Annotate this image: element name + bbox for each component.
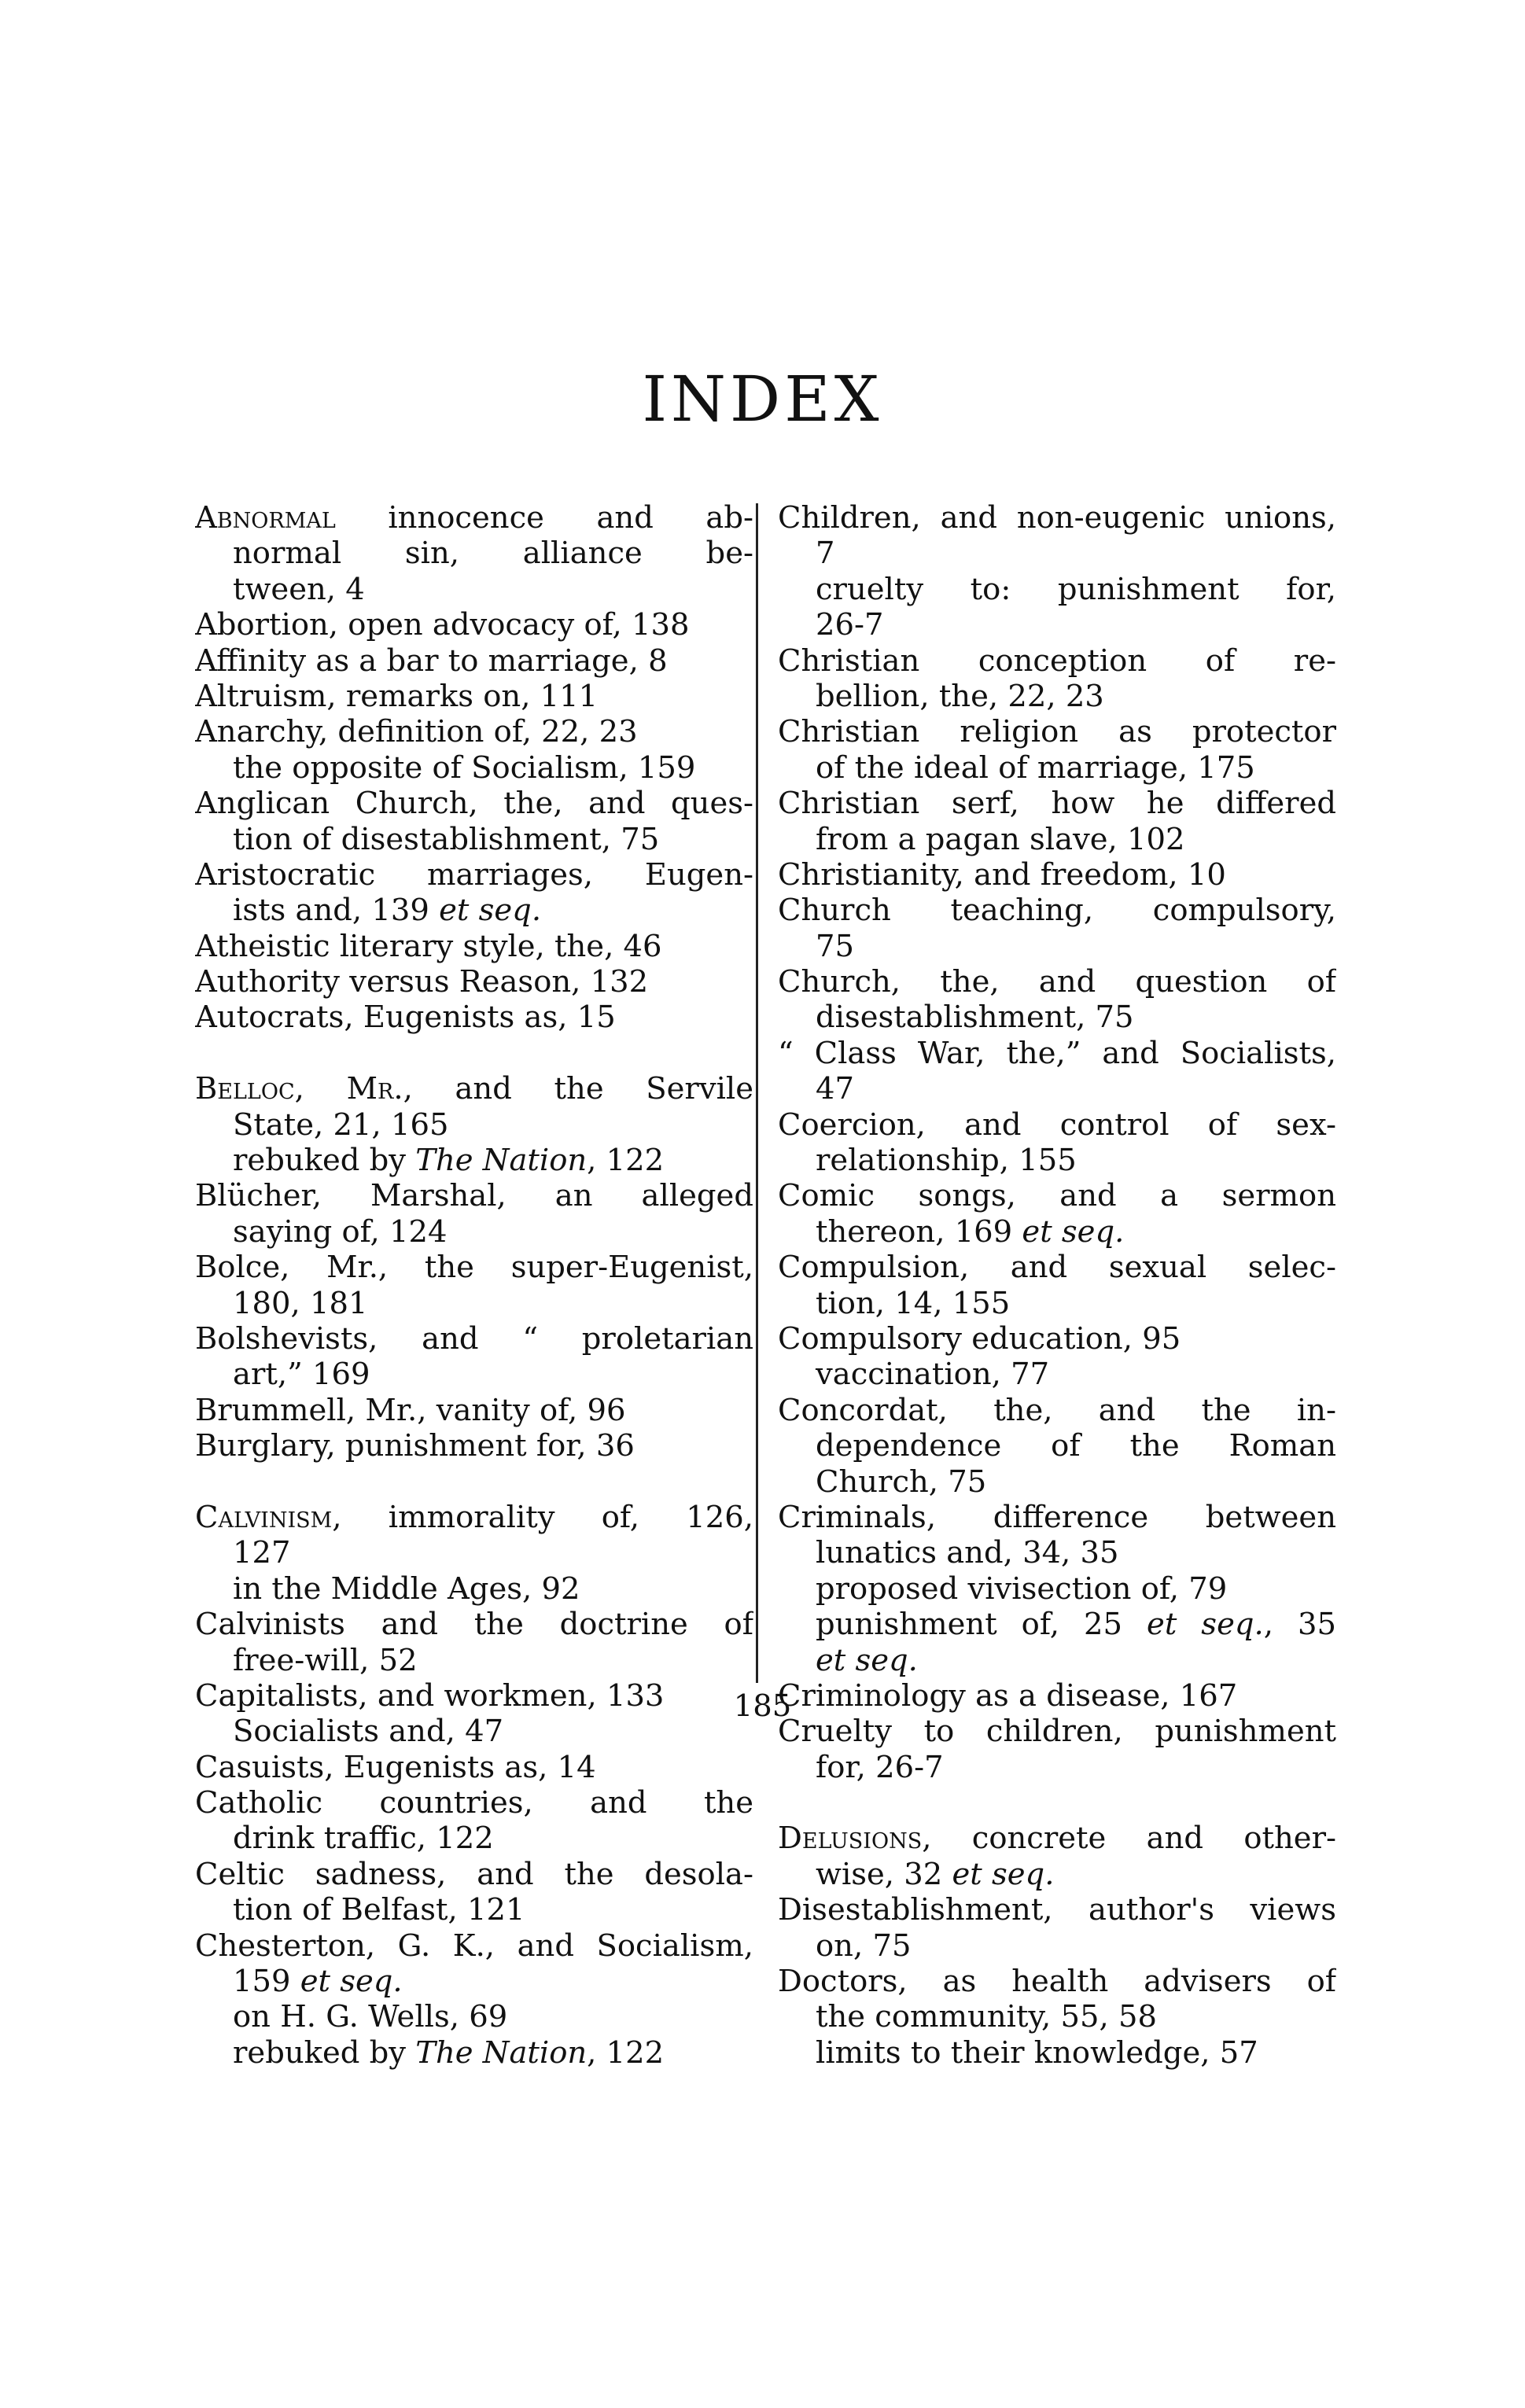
entry-line [195, 1892, 753, 1928]
entry-text: saying of, 124 [233, 1213, 448, 1250]
entry-line [195, 572, 753, 607]
entry-text: innocence and ab- [335, 500, 753, 536]
entry-line [195, 1643, 753, 1678]
entry-text: wise, 32 [816, 1856, 952, 1892]
index-entry [195, 1857, 753, 1928]
index-entry [778, 857, 1336, 893]
entry-text: 127 [233, 1535, 291, 1571]
italic-text: The Nation [415, 2034, 588, 2071]
entry-text: bellion, the, 22, 23 [816, 678, 1104, 714]
entry-text: Chesterton, G. K., and Socialism, [195, 1928, 753, 1964]
index-entry [195, 500, 753, 607]
entry-text: Bolce, Mr., the super-Eugenist, [195, 1250, 753, 1286]
entry-line [778, 1428, 1336, 1464]
entry-text: Aristocratic marriages, Eugen- [195, 856, 753, 893]
entry-line [195, 1000, 753, 1035]
index-entry [778, 786, 1336, 857]
entry-line [195, 1321, 753, 1357]
index-entry [195, 786, 753, 857]
entry-text: rebuked by [233, 1143, 416, 1179]
entry-line [195, 1178, 753, 1213]
entry-line [778, 1000, 1336, 1035]
entry-line [195, 1821, 753, 1856]
entry-text: Coercion, and control of sex- [778, 1106, 1336, 1143]
entry-text: disestablishment, 75 [816, 1000, 1134, 1036]
entry-line [778, 1892, 1336, 1928]
entry-line [778, 1393, 1336, 1428]
entry-line [778, 1071, 1336, 1106]
index-subentry [778, 572, 1336, 643]
entry-text: Cruelty to children, punishment [778, 1714, 1336, 1750]
index-subentry [778, 1357, 1336, 1392]
entry-line [778, 1964, 1336, 1999]
entry-text: Capitalists, and workmen, 133 [195, 1677, 665, 1714]
letter-group-gap [195, 1464, 753, 1500]
entry-line [195, 1214, 753, 1250]
entry-text: Criminals, difference between [778, 1499, 1336, 1535]
index-entry [778, 1964, 1336, 2035]
entry-line [778, 786, 1336, 821]
entry-line [195, 1107, 753, 1143]
entry-line [778, 750, 1336, 786]
index-entry [195, 1750, 753, 1785]
entry-text: normal sin, alliance be- [233, 536, 753, 572]
small-caps-heading: Delusions [778, 1821, 923, 1857]
index-entry [778, 1892, 1336, 1964]
entry-text: free-will, 52 [233, 1642, 418, 1678]
entry-text: Burglary, punishment for, 36 [195, 1428, 635, 1464]
index-column-right [778, 500, 1336, 2071]
index-entry [778, 1250, 1336, 1321]
index-entry [778, 1321, 1336, 1357]
entry-line [195, 500, 753, 536]
entry-line [195, 929, 753, 964]
index-entry [195, 1071, 753, 1143]
index-entry [195, 1607, 753, 1678]
entry-line [195, 1928, 753, 1964]
entry-line [778, 1571, 1336, 1607]
index-subentry [778, 1571, 1336, 1607]
entry-text: Bolshevists, and “ proletarian [195, 1320, 753, 1357]
entry-text: tween, 4 [233, 571, 365, 607]
italic-text: The Nation [415, 1143, 588, 1179]
entry-text: punishment of, 25 [816, 1607, 1147, 1643]
entry-text: tion, 14, 155 [816, 1285, 1011, 1321]
index-entry [195, 1785, 753, 1857]
entry-line [195, 1500, 753, 1535]
entry-line [195, 1357, 753, 1392]
index-entry [195, 1500, 753, 1571]
letter-group-gap [778, 1785, 1336, 1821]
entry-text: Altruism, remarks on, 111 [195, 678, 599, 714]
entry-line [195, 1535, 753, 1570]
entry-text: rebuked by [233, 2034, 416, 2071]
entry-line [778, 1643, 1336, 1678]
index-entry [195, 964, 753, 1000]
index-entry [195, 643, 753, 679]
entry-text: Catholic countries, and the [195, 1785, 753, 1821]
entry-text: Compulsion, and sexual selec- [778, 1250, 1336, 1286]
entry-line [195, 1571, 753, 1607]
entry-line [195, 822, 753, 857]
index-entry [195, 857, 753, 929]
entry-line [778, 1750, 1336, 1785]
entry-line [778, 929, 1336, 964]
entry-line [778, 822, 1336, 857]
page-title: INDEX [642, 363, 883, 436]
index-entry [195, 1000, 753, 1035]
entry-line [778, 2035, 1336, 2071]
small-caps-heading: Calvinism [195, 1499, 333, 1535]
entry-line [778, 536, 1336, 571]
entry-line [778, 572, 1336, 607]
index-entry [778, 893, 1336, 964]
entry-line [195, 1393, 753, 1428]
entry-text: for, 26-7 [816, 1749, 944, 1785]
entry-line [195, 1857, 753, 1892]
entry-text: , 122 [587, 1143, 665, 1179]
index-entry [195, 1321, 753, 1393]
entry-text: Anglican Church, the, and ques- [195, 786, 753, 822]
entry-line [195, 1286, 753, 1321]
index-entry [778, 1178, 1336, 1250]
entry-line [778, 1214, 1336, 1250]
index-entry [195, 1928, 753, 2000]
entry-text: Socialists and, 47 [233, 1714, 504, 1750]
entry-line [778, 714, 1336, 749]
entry-text: 26-7 [816, 607, 884, 643]
index-entry [195, 607, 753, 643]
entry-line [778, 1107, 1336, 1143]
entry-text: from a pagan slave, 102 [816, 821, 1185, 857]
entry-line [778, 1535, 1336, 1570]
italic-text: et seq. [952, 1856, 1055, 1892]
entry-text: Celtic sadness, and the desola- [195, 1856, 753, 1892]
entry-text: Concordat, the, and the in- [778, 1392, 1336, 1428]
entry-text: , immorality of, 126, [332, 1499, 753, 1535]
index-entry [778, 1107, 1336, 1179]
index-column-left [195, 500, 753, 2071]
index-entry [195, 1393, 753, 1428]
entry-text: Church teaching, compulsory, [778, 893, 1336, 929]
entry-text: on, 75 [816, 1928, 912, 1964]
entry-line [195, 1999, 753, 2034]
entry-text: 47 [816, 1071, 854, 1107]
italic-text: et seq. [1147, 1607, 1264, 1643]
entry-line [778, 679, 1336, 714]
entry-text: Autocrats, Eugenists as, 15 [195, 1000, 616, 1036]
entry-line [778, 1178, 1336, 1213]
entry-line [195, 2035, 753, 2071]
entry-text: Church, 75 [816, 1464, 987, 1500]
entry-line [195, 964, 753, 1000]
entry-line [195, 1143, 753, 1178]
page-number: 185 [733, 1688, 792, 1724]
entry-line [195, 607, 753, 643]
small-caps-heading: Abnormal [195, 500, 336, 536]
index-entry [195, 1178, 753, 1250]
entry-text: Casuists, Eugenists as, 14 [195, 1749, 596, 1785]
entry-text: , 122 [587, 2034, 665, 2071]
index-entry [778, 964, 1336, 1036]
entry-line [778, 607, 1336, 643]
entry-text: Christian serf, how he differed [778, 786, 1336, 822]
entry-text: ists and, 139 [233, 893, 440, 929]
entry-text: Compulsory education, 95 [778, 1320, 1181, 1357]
index-entry [778, 1500, 1336, 1571]
index-entry [778, 500, 1336, 572]
entry-text: the community, 55, 58 [816, 1999, 1157, 2035]
entry-line [778, 1250, 1336, 1285]
entry-text: relationship, 155 [816, 1143, 1077, 1179]
entry-text: art,” 169 [233, 1357, 370, 1393]
index-entry [195, 1428, 753, 1464]
index-entry [195, 714, 753, 749]
entry-text: tion of Belfast, 121 [233, 1892, 525, 1928]
entry-line [778, 1857, 1336, 1892]
entry-text: Affinity as a bar to marriage, 8 [195, 643, 668, 679]
letter-group-gap [195, 1036, 753, 1071]
index-subentry [778, 2035, 1336, 2071]
entry-line [195, 643, 753, 679]
entry-text: thereon, 169 [816, 1213, 1022, 1250]
entry-line [195, 1750, 753, 1785]
entry-text: drink traffic, 122 [233, 1821, 494, 1857]
index-entry [195, 929, 753, 964]
entry-text: Christianity, and freedom, 10 [778, 856, 1226, 893]
entry-text: on H. G. Wells, 69 [233, 1999, 508, 2035]
entry-line [195, 786, 753, 821]
entry-text: Children, and non-eugenic unions, [778, 500, 1336, 536]
entry-text: Christian religion as protector [778, 714, 1336, 750]
entry-text: of the ideal of marriage, 175 [816, 749, 1255, 786]
index-entry [195, 1250, 753, 1321]
entry-line [195, 536, 753, 571]
entry-line [778, 1321, 1336, 1357]
entry-line [778, 1357, 1336, 1392]
entry-text: Church, the, and question of [778, 964, 1336, 1000]
entry-text: 159 [233, 1964, 300, 2000]
index-subentry [195, 1143, 753, 1178]
entry-line [195, 750, 753, 786]
entry-text: , concrete and other- [922, 1821, 1336, 1857]
index-entry [778, 1714, 1336, 1785]
entry-line [195, 1428, 753, 1464]
entry-text: cruelty to: punishment for, [816, 571, 1336, 607]
entry-text: Doctors, as health advisers of [778, 1964, 1336, 2000]
entry-line [195, 714, 753, 749]
entry-text: Blücher, Marshal, an alleged [195, 1178, 753, 1214]
entry-line [195, 679, 753, 714]
entry-text: limits to their knowledge, 57 [816, 2034, 1258, 2071]
index-subentry [778, 1607, 1336, 1678]
entry-line [778, 1464, 1336, 1500]
entry-text: the opposite of Socialism, 159 [233, 749, 696, 786]
entry-text: proposed vivisection of, 79 [816, 1570, 1228, 1607]
italic-text: et seq. [1022, 1213, 1125, 1250]
index-entry [195, 679, 753, 714]
entry-text: dependence of the Roman [816, 1428, 1336, 1464]
entry-line [778, 1999, 1336, 2034]
entry-line [778, 1821, 1336, 1856]
index-entry [778, 714, 1336, 786]
entry-line [195, 1785, 753, 1821]
index-subentry [195, 750, 753, 786]
index-entry [778, 1036, 1336, 1107]
entry-line [195, 1964, 753, 1999]
entry-text: 180, 181 [233, 1285, 368, 1321]
entry-line [778, 893, 1336, 928]
entry-line [778, 1607, 1336, 1642]
entry-line [778, 857, 1336, 893]
entry-text: Comic songs, and a sermon [778, 1178, 1336, 1214]
entry-line [195, 1607, 753, 1642]
entry-text: Criminology as a disease, 167 [778, 1677, 1238, 1714]
entry-line [778, 964, 1336, 1000]
entry-text: Abortion, open advocacy of, 138 [195, 607, 690, 643]
entry-text: Disestablishment, author's views [778, 1892, 1336, 1928]
entry-line [778, 1500, 1336, 1535]
index-entry [778, 643, 1336, 715]
entry-text: Anarchy, definition of, 22, 23 [195, 714, 638, 750]
entry-line [195, 1071, 753, 1106]
italic-text: et seq. [816, 1642, 918, 1678]
entry-line [778, 643, 1336, 679]
entry-line [778, 500, 1336, 536]
entry-text: in the Middle Ages, 92 [233, 1570, 580, 1607]
entry-text: Christian conception of re- [778, 643, 1336, 679]
entry-text: Atheistic literary style, the, 46 [195, 928, 662, 964]
entry-text: tion of disestablishment, 75 [233, 821, 660, 857]
entry-line [778, 1143, 1336, 1178]
entry-line [778, 1286, 1336, 1321]
entry-text: Calvinists and the doctrine of [195, 1607, 753, 1643]
index-entry [778, 1821, 1336, 1892]
entry-line [778, 1928, 1336, 1964]
entry-text: , and the Servile [403, 1071, 753, 1107]
entry-text: Authority versus Reason, 132 [195, 964, 649, 1000]
small-caps-heading: Belloc, Mr. [195, 1071, 403, 1107]
entry-text: Brummell, Mr., vanity of, 96 [195, 1392, 626, 1428]
entry-text: 75 [816, 928, 854, 964]
entry-line [195, 893, 753, 928]
entry-text: 7 [816, 536, 835, 572]
entry-text: vaccination, 77 [816, 1357, 1050, 1393]
entry-line [195, 1250, 753, 1285]
index-subentry [195, 1999, 753, 2034]
italic-text: et seq. [439, 893, 542, 929]
index-subentry [195, 1571, 753, 1607]
index-subentry [195, 2035, 753, 2071]
entry-text: , 35 [1263, 1607, 1336, 1643]
entry-line [195, 857, 753, 893]
column-divider [756, 503, 758, 1683]
index-entry [778, 1393, 1336, 1500]
entry-text: State, 21, 165 [233, 1106, 449, 1143]
entry-text: lunatics and, 34, 35 [816, 1535, 1119, 1571]
entry-text: “ Class War, the,” and Socialists, [778, 1035, 1336, 1071]
italic-text: et seq. [300, 1964, 403, 2000]
entry-line [778, 1036, 1336, 1071]
